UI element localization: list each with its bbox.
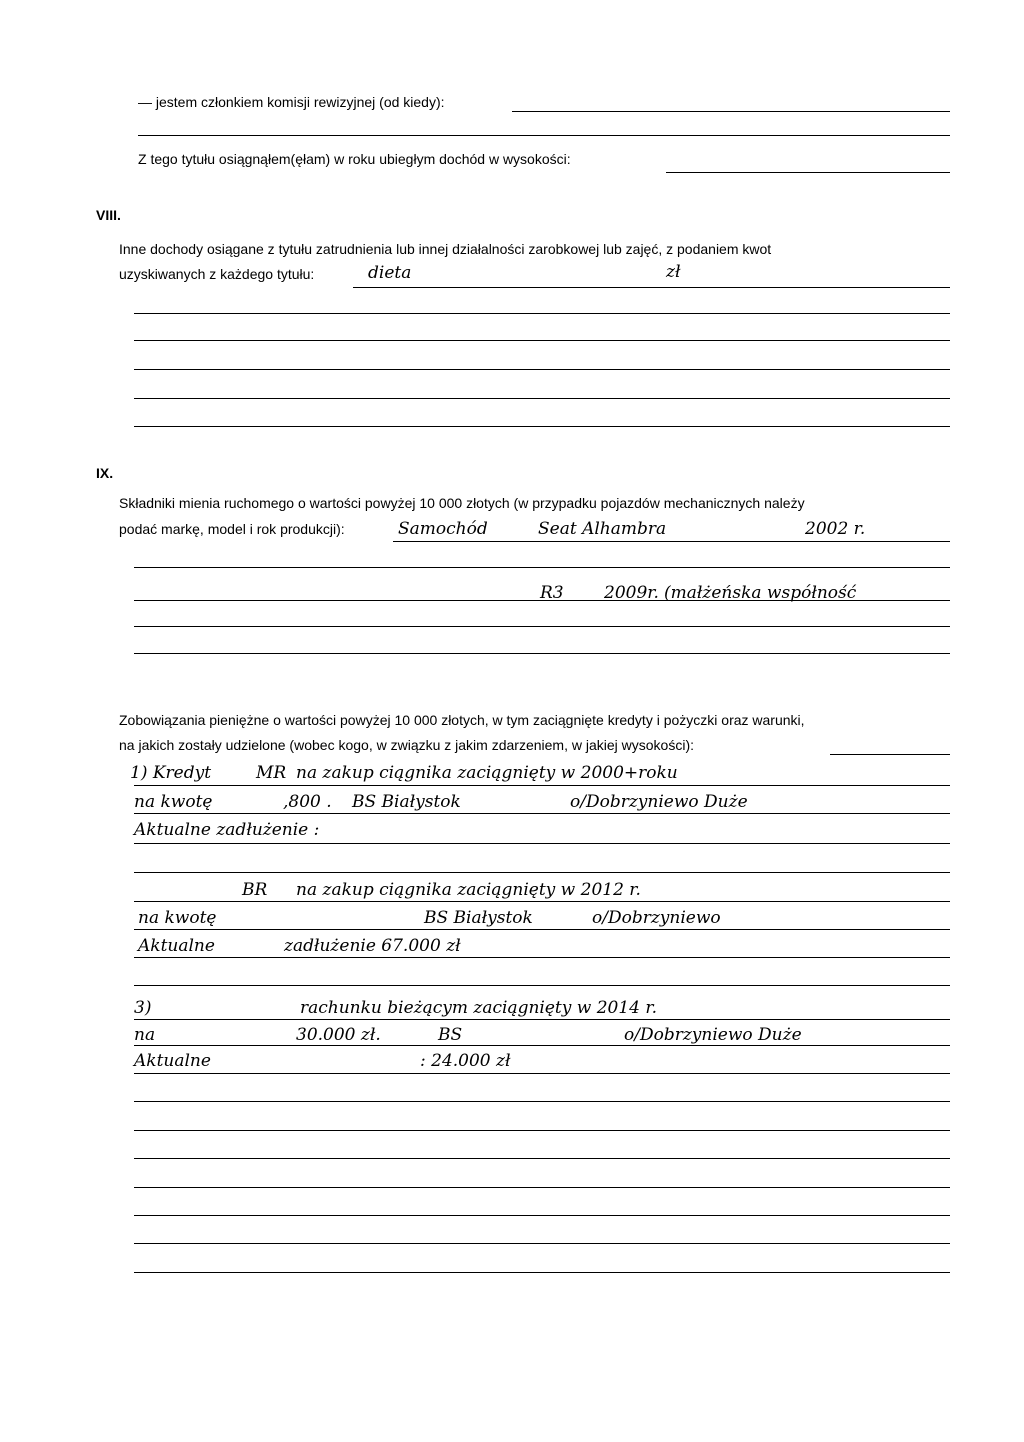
vehicle2-model: R3 (540, 583, 564, 603)
liability-3-l1-a: 3) (134, 998, 152, 1018)
liability-3-l3-a: Aktualne (134, 1051, 211, 1071)
liability-2-l3-a: Aktualne (138, 936, 215, 956)
liability-2-l2-b: BS Białystok (424, 908, 533, 928)
liability-3-l2-d: o/Dobrzyniewo Duże (624, 1025, 802, 1045)
answer-line (134, 901, 950, 902)
answer-line (134, 1045, 950, 1046)
answer-line (134, 843, 950, 844)
answer-line (134, 398, 950, 399)
liability-1-l3-a: Aktualne zadłużenie : (134, 820, 320, 840)
answer-line (134, 1130, 950, 1131)
answer-line (134, 1187, 950, 1188)
liability-3-l2-c: BS (438, 1025, 463, 1045)
answer-line (134, 1243, 950, 1244)
liability-3-l1-b: rachunku bieżącym zaciągnięty w 2014 r. (300, 998, 658, 1018)
section-ix-text-1: Składniki mienia ruchomego o wartości powyżej 10 000 złotych (w przypadku pojazdów mechanicznych należy (119, 495, 805, 511)
answer-line (353, 287, 950, 288)
answer-line (134, 957, 950, 958)
komisja-label: — jestem członkiem komisji rewizyjnej (od kiedy): (138, 94, 445, 110)
answer-line (134, 626, 950, 627)
vehicle-year: 2002 r. (805, 519, 866, 539)
answer-line (666, 172, 950, 173)
answer-line (134, 426, 950, 427)
liability-2-l2-a: na kwotę (138, 908, 217, 928)
answer-line (134, 567, 950, 568)
answer-line (134, 1101, 950, 1102)
answer-line (134, 1215, 950, 1216)
answer-line (134, 813, 950, 814)
answer-line (134, 1158, 950, 1159)
liability-3-l2-b: 30.000 zł. (296, 1025, 381, 1045)
section-viii-text-2: uzyskiwanych z każdego tytułu: (119, 266, 315, 282)
section-x-text-1: Zobowiązania pieniężne o wartości powyżej 10 000 złotych, w tym zaciągnięte kredyty i pożyczki oraz warunki, (119, 712, 805, 728)
answer-line (134, 340, 950, 341)
liability-2-l1-b: na zakup ciągnika zaciągnięty w 2012 r. (296, 880, 641, 900)
income-label: Z tego tytułu osiągnąłem(ęłam) w roku ubiegłym dochód w wysokości: (138, 151, 571, 167)
liability-3-l3-b: : 24.000 zł (420, 1051, 511, 1071)
answer-line (134, 785, 950, 786)
liability-1-l2-b: ,800 . (283, 792, 332, 812)
answer-line (134, 1272, 950, 1273)
answer-line (134, 985, 950, 986)
vehicle-make-model: Seat Alhambra (538, 519, 667, 539)
liability-1-l1-c: na zakup ciągnika zaciągnięty w 2000+roku (296, 763, 678, 783)
answer-line (134, 653, 950, 654)
answer-line (512, 111, 950, 112)
answer-line (134, 369, 950, 370)
answer-line (134, 313, 950, 314)
section-viii-answer-word: dieta (368, 263, 412, 283)
section-viii-text-1: Inne dochody osiągane z tytułu zatrudnienia lub innej działalności zarobkowej lub zajęć, z podaniem kwot (119, 241, 772, 257)
vehicle-word: Samochód (398, 519, 488, 539)
section-ix-text-2: podać markę, model i rok produkcji): (119, 521, 345, 537)
section-viii-number: VIII. (96, 207, 121, 223)
liability-2-l3-b: zadłużenie 67.000 zł (284, 936, 461, 956)
liability-1-l2-c: BS Białystok (352, 792, 461, 812)
liability-2-l1-a: BR (242, 880, 268, 900)
answer-line (134, 872, 950, 873)
liability-1-l1-a: 1) Kredyt (130, 763, 212, 783)
answer-line (830, 754, 950, 755)
vehicle2-year: 2009r. (604, 583, 659, 603)
answer-line (134, 1073, 950, 1074)
liability-1-l2-d: o/Dobrzyniewo Duże (570, 792, 748, 812)
answer-line (134, 600, 950, 601)
section-ix-number: IX. (96, 465, 114, 481)
liability-1-l2-a: na kwotę (134, 792, 213, 812)
vehicle2-note: (małżeńska współność (664, 583, 857, 603)
section-viii-answer-unit: zł (666, 262, 681, 282)
liability-3-l2-a: na (134, 1025, 156, 1045)
section-x-text-2: na jakich zostały udzielone (wobec kogo, w związku z jakim zdarzeniem, w jakiej wysokości): (119, 737, 695, 753)
answer-line (134, 929, 950, 930)
liability-1-l1-b: MR (256, 763, 287, 783)
liability-2-l2-c: o/Dobrzyniewo (592, 908, 721, 928)
answer-line (138, 135, 950, 136)
answer-line (393, 541, 950, 542)
answer-line (134, 1019, 950, 1020)
